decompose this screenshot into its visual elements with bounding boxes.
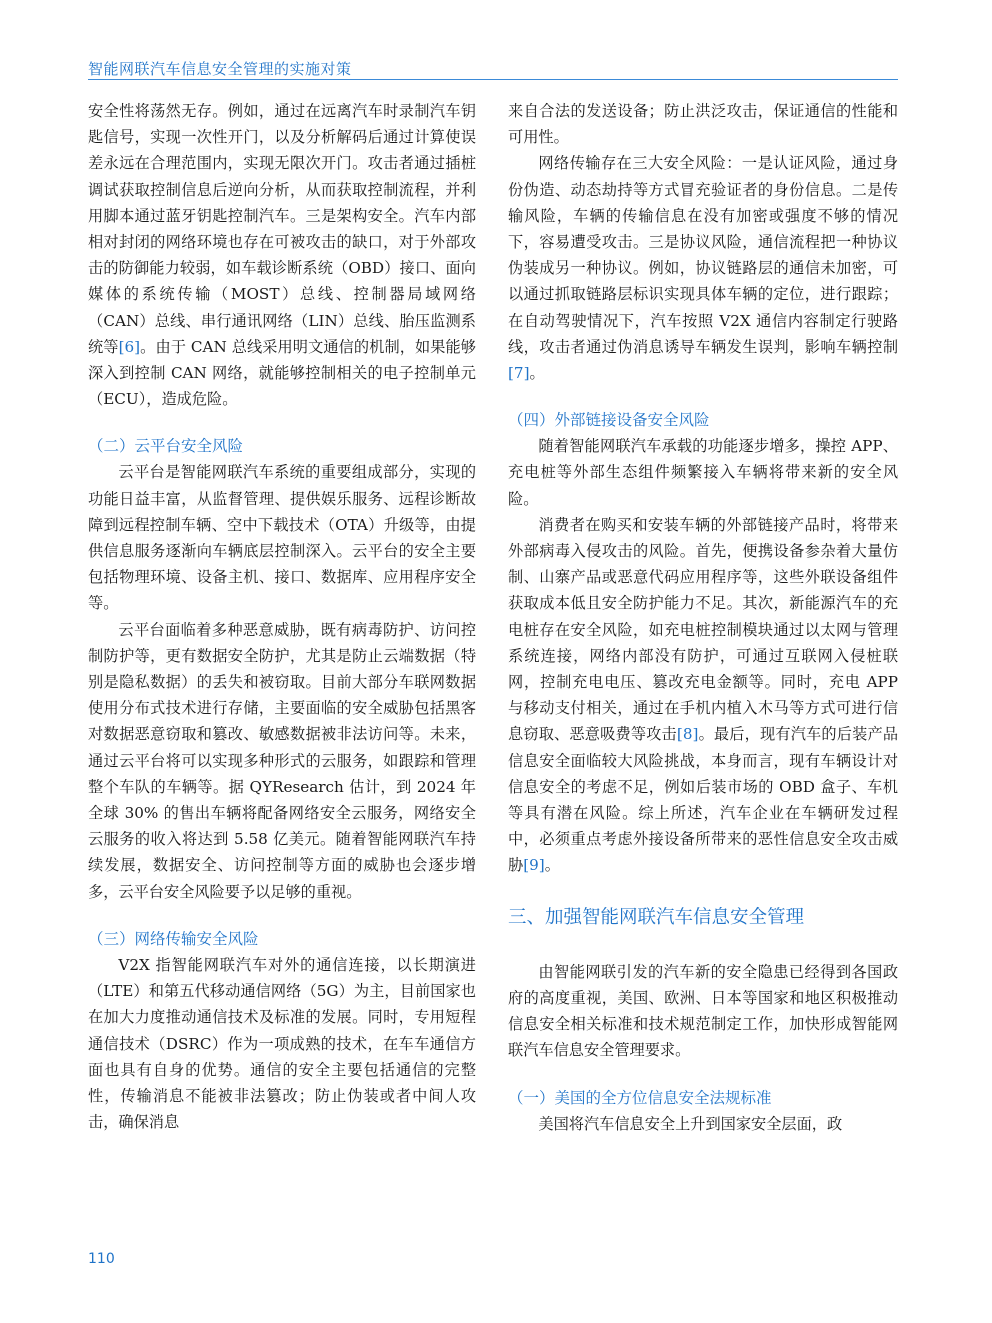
section-heading-external-devices: （四）外部链接设备安全风险 bbox=[508, 411, 710, 430]
running-header: 智能网联汽车信息安全管理的实施对策 bbox=[88, 60, 352, 78]
paragraph-cloud-intro: 云平台是智能网联汽车系统的重要组成部分，实现的功能日益丰富，从监督管理、提供娱乐服务、远程诊断故障到远程控制车辆、空中下载技术（OTA）升级等，由提供信息服务逐渐向车辆底层控制深入。云平台的安全主要包括物理环境、设备主机、接口、数据库、应用程序安全等。 bbox=[88, 463, 476, 613]
section-heading-us-regulations: （一）美国的全方位信息安全法规标准 bbox=[508, 1088, 772, 1107]
paragraph-text: 。由于 CAN 总线采用明文通信的机制，如果能够深入到控制 CAN 网络，就能够控制相关的电子控制单元（ECU），造成危险。 bbox=[88, 337, 476, 409]
paragraph-cloud-threats: 云平台面临着多种恶意威胁，既有病毒防护、访问控制防护等，更有数据安全防护，尤其是防止云端数据（特别是隐私数据）的丢失和被窃取。目前大部分车联网数据使用分布式技术进行存储，主要面临的安全威胁包括黑客对数据恶意窃取和篡改、敏感数据被非法访问等。未来，通过云平台将可以实现多种形式的云服务，如跟踪和管理整个车队的车辆等。据 QYResearch 估计，到 2024 年全球 30% 的售出车辆将配备网络安全云服务，网络安全云服务的收入将达到 5.58 亿美元。随着智能网联汽车持续发展，数据安全、访问控制等方面的威胁也会逐步增多，云平台安全风险要予以足够的重视。 bbox=[88, 620, 476, 901]
paragraph-text: 网络传输存在三大安全风险：一是认证风险，通过身份伪造、动态劫持等方式冒充验证者的身份信息。二是传输风险，车辆的传输信息在没有加密或强度不够的情况下，容易遭受攻击。三是协议风险，通信流程把一种协议伪装成另一种协议。例如，协议链路层的通信未加密，可以通过抓取链路层标识实现具体车辆的定位，进行跟踪；在自动驾驶情况下，汽车按照 V2X 通信内容制定行驶路线，攻击者通过伪消息诱导车辆发生误判，影响车辆控制 bbox=[508, 154, 898, 356]
paragraph-us-intro: 美国将汽车信息安全上升到国家安全层面，政 bbox=[538, 1114, 843, 1133]
paragraph-v2x: V2X 指智能网联汽车对外的通信连接，以长期演进（LTE）和第五代移动通信网络（5G）为主，目前国家也在加大力度推动通信技术及标准的发展。同时，专用短程通信技术（DSRC）作为一项成熟的技术，在车车通信方面也具有自身的优势。通信的安全主要包括通信的完整性，传输消息不能被非法篡改；防止伪装或者中间人攻击，确保消息 bbox=[88, 955, 476, 1132]
citation-link[interactable]: [9] bbox=[523, 856, 545, 875]
citation-link[interactable]: [8] bbox=[676, 725, 699, 744]
paragraph-external-risks bbox=[508, 512, 898, 879]
paragraph-text: 。最后，现有汽车的后装产品信息安全面临较大风险挑战，本身而言，现有车辆设计对信息安全的考虑不足，例如后装市场的 OBD 盒子、车机等具有潜在风险。综上所述，汽车企业在车辆研发过程中，必须重点考虑外接设备所带来的恶性信息安全攻击威胁 bbox=[508, 725, 899, 875]
paragraph-governments: 由智能网联引发的汽车新的安全隐患已经得到各国政府的高度重视，美国、欧洲、日本等国家和地区积极推动信息安全相关标准和技术规范制定工作，加快形成智能网联汽车信息安全管理要求。 bbox=[508, 962, 898, 1060]
section-heading-cloud-platform: （二）云平台安全风险 bbox=[88, 437, 244, 456]
page-number: 110 bbox=[88, 1251, 115, 1267]
paragraph-continuation: 来自合法的发送设备；防止洪泛攻击，保证通信的性能和可用性。 bbox=[508, 102, 898, 147]
chapter-heading-strengthen-management: 三、加强智能网联汽车信息安全管理 bbox=[508, 906, 805, 928]
paragraph-text: 。 bbox=[544, 856, 560, 875]
right-column bbox=[508, 98, 898, 1137]
paragraph-text: 安全性将荡然无存。例如，通过在远离汽车时录制汽车钥匙信号，实现一次性开门，以及分析解码后通过计算使误差永远在合理范围内，实现无限次开门。攻击者通过插桩调试获取控制信息后逆向分析，从而获取控制流程，并利用脚本通过蓝牙钥匙控制汽车。三是架构安全。汽车内部相对封闭的网络环境也存在可被攻击的缺口，对于外部攻击的防御能力较弱，如车载诊断系统（OBD）接口、面向媒体的系统传输（MOST）总线、控制器局域网络（CAN）总线、串行通讯网络（LIN）总线、胎压监测系统等 bbox=[88, 102, 476, 356]
paragraph-external-intro: 随着智能网联汽车承载的功能逐步增多，操控 APP、充电桩等外部生态组件频繁接入车辆将带来新的安全风险。 bbox=[508, 437, 898, 508]
citation-link[interactable]: [6] bbox=[118, 337, 141, 356]
header-divider bbox=[88, 79, 898, 80]
citation-link[interactable]: [7] bbox=[508, 364, 530, 383]
paragraph-text: 消费者在购买和安装车辆的外部链接产品时，将带来外部病毒入侵攻击的风险。首先，便携设备参杂着大量仿制、山寨产品或恶意代码应用程序等，这些外联设备组件获取成本低且安全防护能力不足。其次，新能源汽车的充电桩存在安全风险，如充电桩控制模块通过以太网与管理系统连接，网络内部没有防护，可通过互联网入侵桩联网，控制充电电压、篡改充电金额等。同时，充电 APP 与移动支付相关，通过在手机内植入木马等方式可进行信息窃取、恶意吸费等攻击 bbox=[508, 515, 898, 744]
paragraph-text: 。 bbox=[529, 364, 545, 383]
section-heading-network-transmission: （三）网络传输安全风险 bbox=[88, 929, 259, 948]
paragraph-architecture-security bbox=[88, 98, 476, 412]
paragraph-network-risks bbox=[508, 150, 898, 386]
left-column bbox=[88, 98, 476, 1135]
